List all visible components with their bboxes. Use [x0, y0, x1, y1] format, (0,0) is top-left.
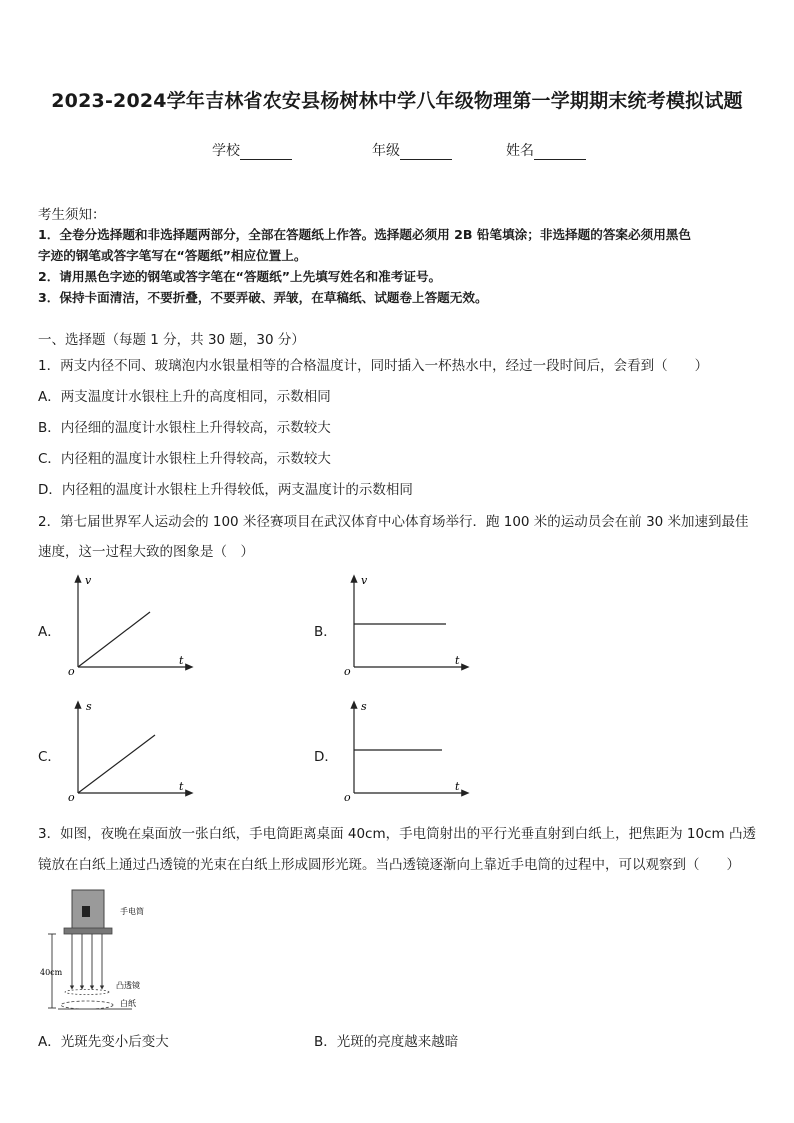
x-axis-label: t: [179, 780, 184, 793]
grade-blank: [400, 145, 452, 160]
origin-label: o: [68, 791, 75, 803]
question-3-figure: [34, 882, 164, 1022]
question-3-option-a: A．光斑先变小后变大: [38, 1034, 169, 1050]
question-2-option-a-label: A．: [38, 624, 61, 640]
origin-label: o: [68, 665, 75, 677]
question-1-option-a: A．两支温度计水银柱上升的高度相同，示数相同: [38, 389, 331, 405]
y-axis-label: s: [86, 700, 92, 713]
question-1-stem: 1．两支内径不同、玻璃泡内水银量相等的合格温度计，同时插入一杯热水中，经过一段时间后，会看到（ ）: [38, 358, 709, 374]
section-heading: 一、选择题（每题 1 分，共 30 题，30 分）: [38, 332, 305, 348]
grade-field: [372, 140, 452, 160]
x-axis-label: t: [455, 780, 460, 793]
question-2-graph-c: [66, 698, 196, 803]
origin-label: o: [344, 791, 351, 803]
question-3-stem: 镜放在白纸上通过凸透镜的光束在白纸上形成圆形光斑。当凸透镜逐渐向上靠近手电筒的过程中，可以观察到（ ）: [38, 857, 740, 873]
graph-line: [78, 612, 150, 667]
question-2-option-b-label: B．: [314, 624, 337, 640]
notice-item: 字迹的钢笔或答字笔写在“答题纸”相应位置上。: [38, 248, 307, 263]
school-field: [212, 140, 292, 160]
question-1-option-d: D．内径粗的温度计水银柱上升得较低，两支温度计的示数相同: [38, 482, 413, 498]
origin-label: o: [344, 665, 351, 677]
page-title: 2023-2024学年吉林省农安县杨树林中学八年级物理第一学期期末统考模拟试题: [51, 90, 743, 112]
distance-label: 40cm: [40, 968, 63, 977]
notice-item: 1．全卷分选择题和非选择题两部分，全部在答题纸上作答。选择题必须用 2B 铅笔填涂；非选择题的答案必须用黑色: [38, 227, 691, 242]
white-paper: [61, 1001, 113, 1009]
flashlight-switch: [82, 906, 90, 917]
notice-heading: 考生须知：: [38, 207, 106, 223]
question-2-stem: 2．第七届世界军人运动会的 100 米径赛项目在武汉体育中心体育场举行．跑 100 米的运动员会在前 30 米加速到最佳: [38, 514, 749, 530]
y-axis-label: v: [361, 574, 368, 587]
name-field: [506, 140, 586, 160]
question-1-option-c: C．内径粗的温度计水银柱上升得较高，示数较大: [38, 451, 331, 467]
question-2-graph-d: [342, 698, 472, 803]
school-blank: [240, 145, 292, 160]
convex-lens: [65, 990, 109, 995]
notice-item: 2．请用黑色字迹的钢笔或答字笔在“答题纸”上先填写姓名和准考证号。: [38, 269, 442, 284]
flashlight-head: [64, 928, 112, 934]
x-axis-label: t: [455, 654, 460, 667]
question-2-option-d-label: D．: [314, 749, 338, 765]
question-2-stem: 速度，这一过程大致的图象是（ ）: [38, 544, 254, 560]
name-blank: [534, 145, 586, 160]
question-3-option-b: B．光斑的亮度越来越暗: [314, 1034, 459, 1050]
question-2-option-c-label: C．: [38, 749, 61, 765]
question-2-graph-a: [66, 572, 196, 677]
paper-label: 白纸: [120, 999, 136, 1008]
graph-line: [78, 735, 155, 793]
school-label: 学校: [212, 143, 240, 159]
question-2-graph-b: [342, 572, 472, 677]
question-1-option-b: B．内径细的温度计水银柱上升得较高，示数较大: [38, 420, 331, 436]
lens-label: 凸透镜: [116, 981, 140, 990]
y-axis-label: v: [85, 574, 92, 587]
notice-item: 3．保持卡面清洁，不要折叠，不要弄破、弄皱，在草稿纸、试题卷上答题无效。: [38, 290, 488, 305]
name-label: 姓名: [506, 143, 534, 159]
y-axis-label: s: [361, 700, 367, 713]
x-axis-label: t: [179, 654, 184, 667]
question-3-stem: 3．如图，夜晚在桌面放一张白纸，手电筒距离桌面 40cm，手电筒射出的平行光垂直射到白纸上，把焦距为 10cm 凸透: [38, 826, 756, 842]
grade-label: 年级: [372, 143, 400, 159]
flashlight-label: 手电筒: [120, 907, 144, 916]
